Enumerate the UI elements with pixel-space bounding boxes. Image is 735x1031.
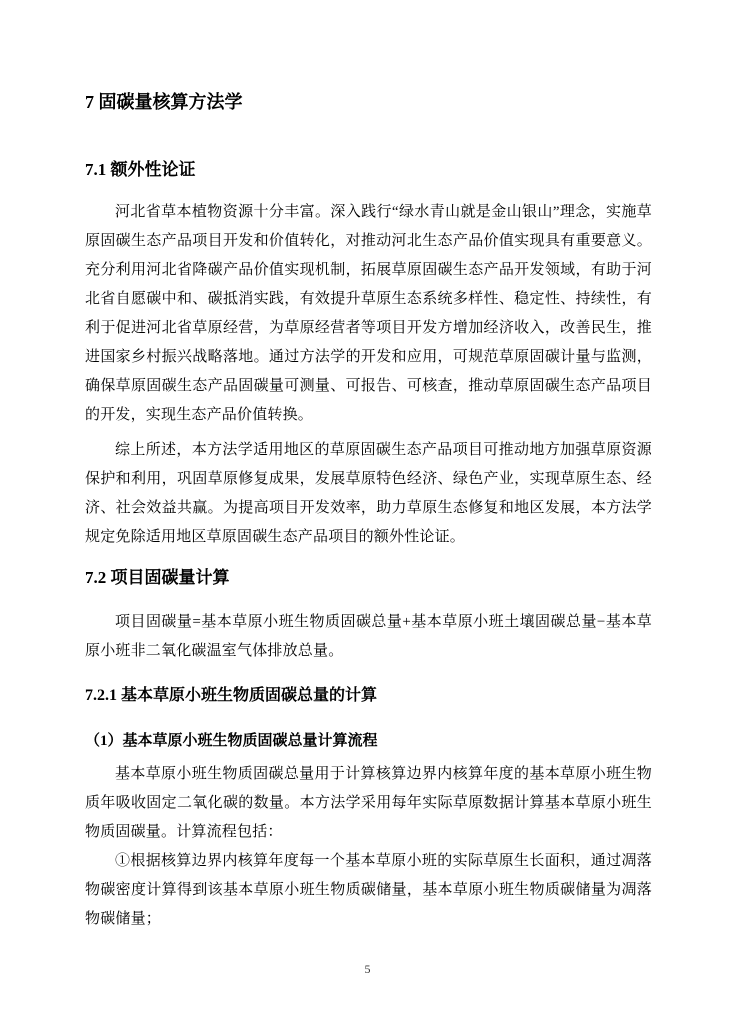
item-heading-1: （1）基本草原小班生物质固碳总量计算流程 (85, 733, 378, 749)
section-heading-7-2: 7.2 项目固碳量计算 (85, 568, 230, 587)
paragraph-additionality-1: 河北省草本植物资源十分丰富。深入践行“绿水青山就是金山银山”理念，实施草原固碳生态产品项目开发和价值转化，对推动河北生态产品价值实现具有重要意义。充分利用河北省降碳产品价值实现机制，拓展草原固碳生态产品开发领域，有助于河北省自愿碳中和、碳抵消实践，有效提升草原生态系统多样性、稳定性、持续性，有利于促进河北省草原经营，为草原经营者等项目开发方增加经济收入，改善民生，推进国家乡村振兴战略落地。通过方法学的开发和应用，可规范草原固碳计量与监测，确保草原固碳生态产品固碳量可测量、可报告、可核查，推动草原固碳生态产品项目的开发，实现生态产品价值转换。 (85, 204, 652, 423)
paragraph-formula: 项目固碳量=基本草原小班生物质固碳总量+基本草原小班土壤固碳总量−基本草原小班非二氧化碳温室气体排放总量。 (85, 614, 652, 659)
paragraph-additionality-2: 综上所述，本方法学适用地区的草原固碳生态产品项目可推动地方加强草原资源保护和利用，巩固草原修复成果，发展草原特色经济、绿色产业，实现草原生态、经济、社会效益共赢。为提高项目开发效率，助力草原生态修复和地区发展，本方法学规定免除适用地区草原固碳生态产品项目的额外性论证。 (85, 442, 652, 545)
chapter-heading: 7 固碳量核算方法学 (85, 92, 243, 112)
paragraph-biomass-intro: 基本草原小班生物质固碳总量用于计算核算边界内核算年度的基本草原小班生物质年吸收固定二氧化碳的数量。本方法学采用每年实际草原数据计算基本草原小班生物质固碳量。计算流程包括： (85, 766, 652, 840)
section-heading-7-1: 7.1 额外性论证 (85, 160, 196, 179)
subsection-heading-7-2-1: 7.2.1 基本草原小班生物质固碳总量的计算 (85, 687, 378, 704)
page-number: 5 (364, 962, 371, 976)
paragraph-step-1: ①根据核算边界内核算年度每一个基本草原小班的实际草原生长面积，通过凋落物碳密度计算得到该基本草原小班生物质碳储量，基本草原小班生物质碳储量为凋落物碳储量； (85, 853, 652, 927)
